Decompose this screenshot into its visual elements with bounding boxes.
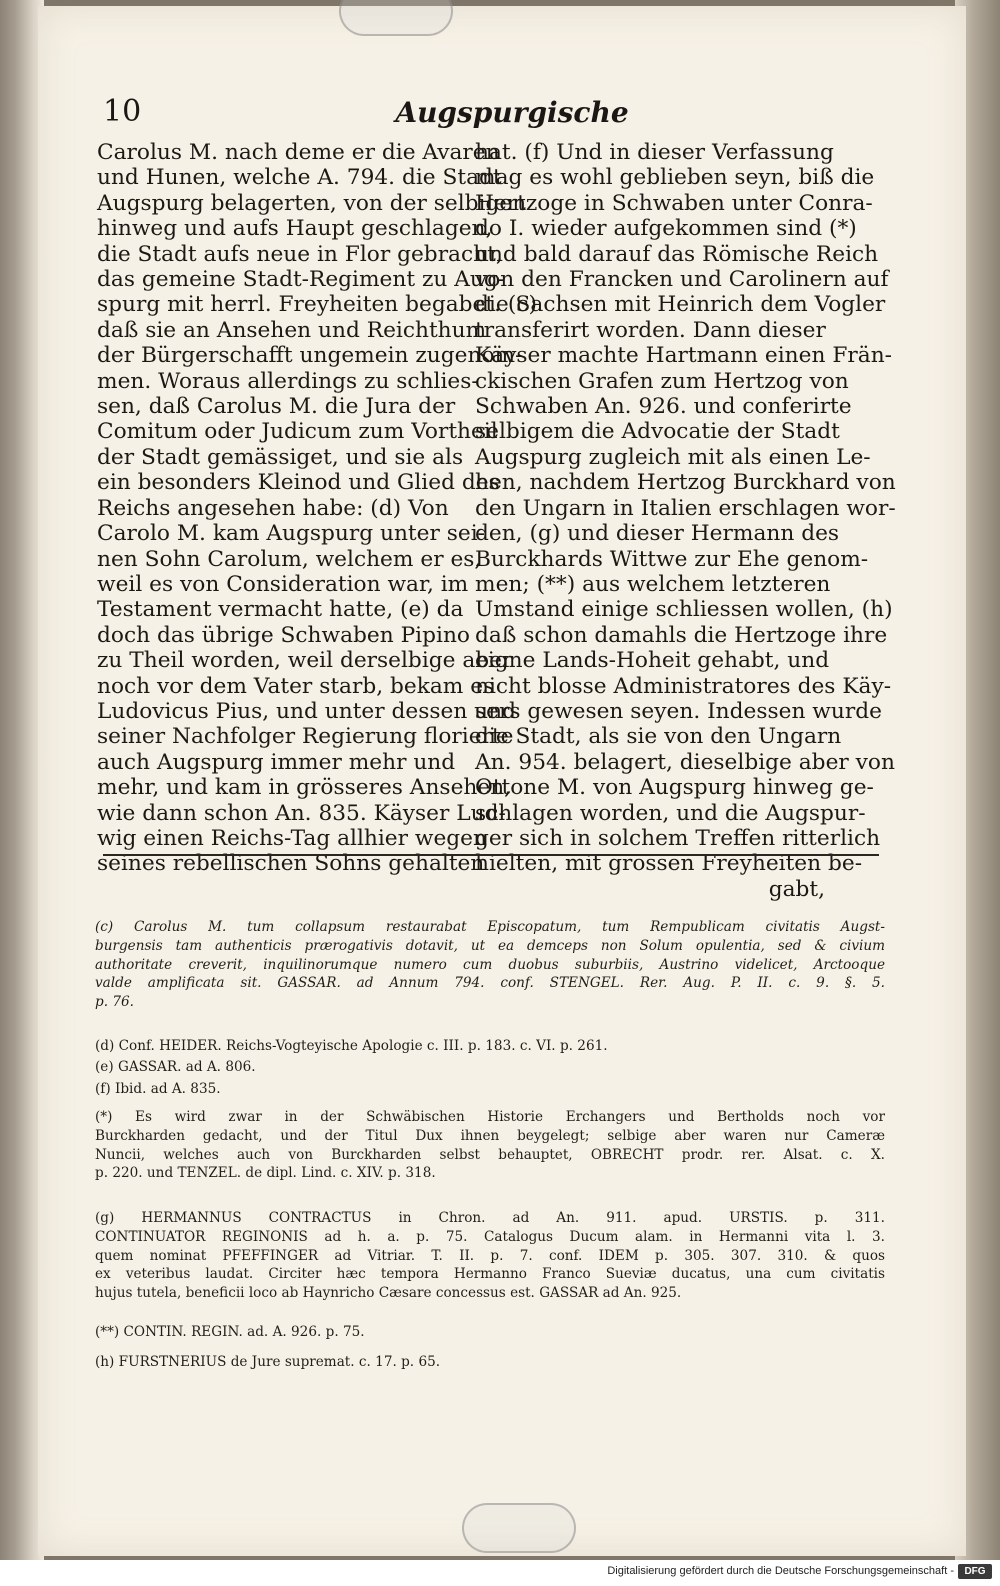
- footnote-line: hujus tutela, beneficii loco ab Haynricho Cæsare concessus est. GASSAR ad An. 925.: [95, 1285, 682, 1302]
- text-line: Burckhards Wittwe zur Ehe genom-: [475, 546, 869, 572]
- footnote-line: (*) Es wird zwar in der Schwäbischen Historie Erchangers und Bertholds noch vor: [95, 1109, 885, 1125]
- footnote-e: [95, 1058, 885, 1077]
- text-line: ckischen Grafen zum Hertzog von: [475, 368, 849, 394]
- text-line: den Ungarn in Italien erschlagen wor-: [475, 495, 896, 521]
- text-line: auch Augspurg immer mehr und: [97, 749, 456, 775]
- text-line: hielten, mit grossen Freyheiten be-: [475, 851, 863, 877]
- footnote-star: [95, 1108, 885, 1183]
- text-line: do I. wieder aufgekommen sind (*): [475, 216, 857, 242]
- text-line: wig einen Reichs-Tag allhier wegen: [97, 825, 487, 851]
- text-line: Umstand einige schliessen wollen, (h): [475, 597, 893, 623]
- text-line: und Hunen, welche A. 794. die Stadt: [97, 165, 502, 191]
- text-line: spurg mit herrl. Freyheiten begabet. (c): [97, 292, 537, 318]
- body-column-left: [97, 140, 537, 877]
- footnote-double-star: [95, 1323, 885, 1342]
- footnote-d: [95, 1037, 885, 1056]
- text-line: transferirt worden. Dann dieser: [475, 317, 826, 343]
- footnote-line: Burckharden gedacht, und der Titul Dux ihnen beygelegt; selbige aber waren nur Cameræ: [95, 1127, 885, 1144]
- text-line: die Sachsen mit Heinrich dem Vogler: [475, 292, 886, 318]
- text-line: Käyser machte Hartmann einen Frän-: [475, 343, 892, 369]
- page-clip-bottom: [462, 1503, 576, 1553]
- text-line: hat. (f) Und in dieser Verfassung: [475, 140, 834, 165]
- text-line: Augspurg belagerten, von der selbigen: [97, 190, 527, 216]
- footnote-f: [95, 1080, 885, 1099]
- text-line: mehr, und kam in grösseres Ansehen,: [97, 775, 512, 801]
- text-line: doch das übrige Schwaben Pipino: [97, 622, 470, 648]
- footnote-line: CONTINUATOR REGINONIS ad h. a. p. 75. Catalogus Ducum alam. in Hermanni vita l. 3.: [95, 1228, 885, 1245]
- text-line: zu Theil worden, weil derselbige aber: [97, 648, 513, 674]
- footnote-line: p. 220. und TENZEL. de dipl. Lind. c. XIV. p. 318.: [95, 1165, 436, 1182]
- footnote-line: ex veteribus laudat. Circiter hæc tempora Hermanno Franco Sueviæ ducatus, una cum civitatis: [95, 1266, 885, 1283]
- text-line: ger sich in solchem Treffen ritterlich: [475, 825, 881, 851]
- footnote-line: p. 76.: [95, 994, 134, 1011]
- text-line: Schwaben An. 926. und conferirte: [475, 394, 852, 420]
- footnote-g: [95, 1209, 885, 1303]
- page-clip-top: [339, 0, 453, 36]
- text-line: und bald darauf das Römische Reich: [475, 241, 879, 267]
- text-line: der Bürgerschafft ungemein zugenom-: [97, 343, 523, 369]
- text-line: Carolo M. kam Augspurg unter sei-: [97, 521, 485, 547]
- dfg-logo: DFG: [958, 1564, 992, 1579]
- text-line: daß sie an Ansehen und Reichthum: [97, 317, 487, 343]
- text-line: Comitum oder Judicum zum Vortheil: [97, 419, 498, 445]
- footnote-line: (d) Conf. HEIDER. Reichs-Vogteyische Apologie c. III. p. 183. c. VI. p. 261.: [95, 1038, 608, 1054]
- text-line: Carolus M. nach deme er die Avaren: [97, 140, 500, 165]
- page-number: 10: [103, 94, 142, 129]
- footnote-line: quem nominat PFEFFINGER ad Vitriar. T. II. p. 7. conf. IDEM p. 305. 307. 310. & quos: [95, 1247, 885, 1264]
- text-line: mag es wohl geblieben seyn, biß die: [475, 165, 875, 191]
- text-line: sers gewesen seyen. Indessen wurde: [475, 698, 882, 724]
- text-line: die Stadt, als sie von den Ungarn: [475, 724, 842, 750]
- footnote-c: [95, 918, 885, 1012]
- digitization-credit: Digitalisierung gefördert durch die Deutsche Forschungsgemeinschaft -: [607, 1565, 954, 1577]
- text-line: ein besonders Kleinod und Glied des: [97, 470, 500, 496]
- text-line: weil es von Consideration war, im: [97, 571, 469, 597]
- text-line: Reichs angesehen habe: (d) Von: [97, 495, 449, 521]
- text-line: seiner Nachfolger Regierung florierte: [97, 724, 514, 750]
- footnote-line: authoritate creverit, inquilinorumque numero cum duobus suburbiis, Austrino videlicet, Arctooque: [95, 956, 885, 973]
- footnote-line: (e) GASSAR. ad A. 806.: [95, 1059, 256, 1075]
- text-line: Testament vermacht hatte, (e) da: [97, 597, 464, 623]
- text-line: daß schon damahls die Hertzoge ihre: [475, 622, 888, 648]
- text-line: selbigem die Advocatie der Stadt: [475, 419, 840, 445]
- text-line: Ludovicus Pius, und unter dessen und: [97, 698, 516, 724]
- footnote-h: [95, 1353, 885, 1372]
- text-line: schlagen worden, und die Augspur-: [475, 800, 866, 826]
- text-line: hen, nachdem Hertzog Burckhard von: [475, 470, 896, 496]
- footnote-line: (f) Ibid. ad A. 835.: [95, 1081, 221, 1097]
- text-line: Hertzoge in Schwaben unter Conra-: [475, 190, 873, 216]
- text-line: das gemeine Stadt-Regiment zu Aug-: [97, 267, 506, 293]
- footnote-line: burgensis tam authenticis prærogativis dotavit, ut ea demceps non Solum opulentia, sed & civium: [95, 937, 885, 954]
- text-line: seines rebellischen Sohns gehalten: [97, 851, 485, 877]
- text-line: sen, daß Carolus M. die Jura der: [97, 394, 456, 420]
- footnote-line: (h) FURSTNERIUS de Jure supremat. c. 17. p. 65.: [95, 1354, 441, 1370]
- text-line: von den Francken und Carolinern auf: [475, 267, 889, 293]
- footnote-line: valde amplificata sit. GASSAR. ad Annum 794. conf. STENGEL. Rer. Aug. P. II. c. 9. §. 5.: [95, 975, 885, 992]
- text-line: gabt,: [768, 876, 825, 902]
- text-line: Augspurg zugleich mit als einen Le-: [475, 444, 871, 470]
- footnote-line: Nuncii, welches auch von Burckharden selbst behauptet, OBRECHT prodr. rer. Alsat. c. X.: [95, 1146, 885, 1163]
- text-line: nicht blosse Administratores des Käy-: [475, 673, 892, 699]
- text-line: noch vor dem Vater starb, bekam es: [97, 673, 495, 699]
- body-column-right: [475, 140, 896, 902]
- running-head: Augspurgische: [395, 96, 629, 129]
- text-line: hinweg und aufs Haupt geschlagen,: [97, 216, 493, 242]
- text-line: den, (g) und dieser Hermann des: [475, 521, 840, 547]
- text-line: wie dann schon An. 835. Käyser Lud-: [97, 800, 506, 826]
- footnote-line: (**) CONTIN. REGIN. ad. A. 926. p. 75.: [95, 1324, 365, 1340]
- text-line: die Stadt aufs neue in Flor gebracht,: [97, 241, 503, 267]
- text-line: men; (**) aus welchem letzteren: [475, 571, 831, 597]
- footnote-divider: [103, 854, 879, 856]
- text-line: An. 954. belagert, dieselbige aber von: [475, 749, 895, 775]
- text-line: nen Sohn Carolum, welchem er es,: [97, 546, 482, 572]
- text-line: Ottone M. von Augspurg hinweg ge-: [475, 775, 874, 801]
- text-line: eigne Lands-Hoheit gehabt, und: [475, 648, 830, 674]
- text-line: men. Woraus allerdings zu schlies-: [97, 368, 479, 394]
- footnote-line: (c) Carolus M. tum collapsum restaurabat Episcopatum, tum Rempublicam civitatis Augst-: [95, 919, 885, 935]
- text-line: der Stadt gemässiget, und sie als: [97, 444, 464, 470]
- footnote-line: (g) HERMANNUS CONTRACTUS in Chron. ad An. 911. apud. URSTIS. p. 311.: [95, 1210, 885, 1226]
